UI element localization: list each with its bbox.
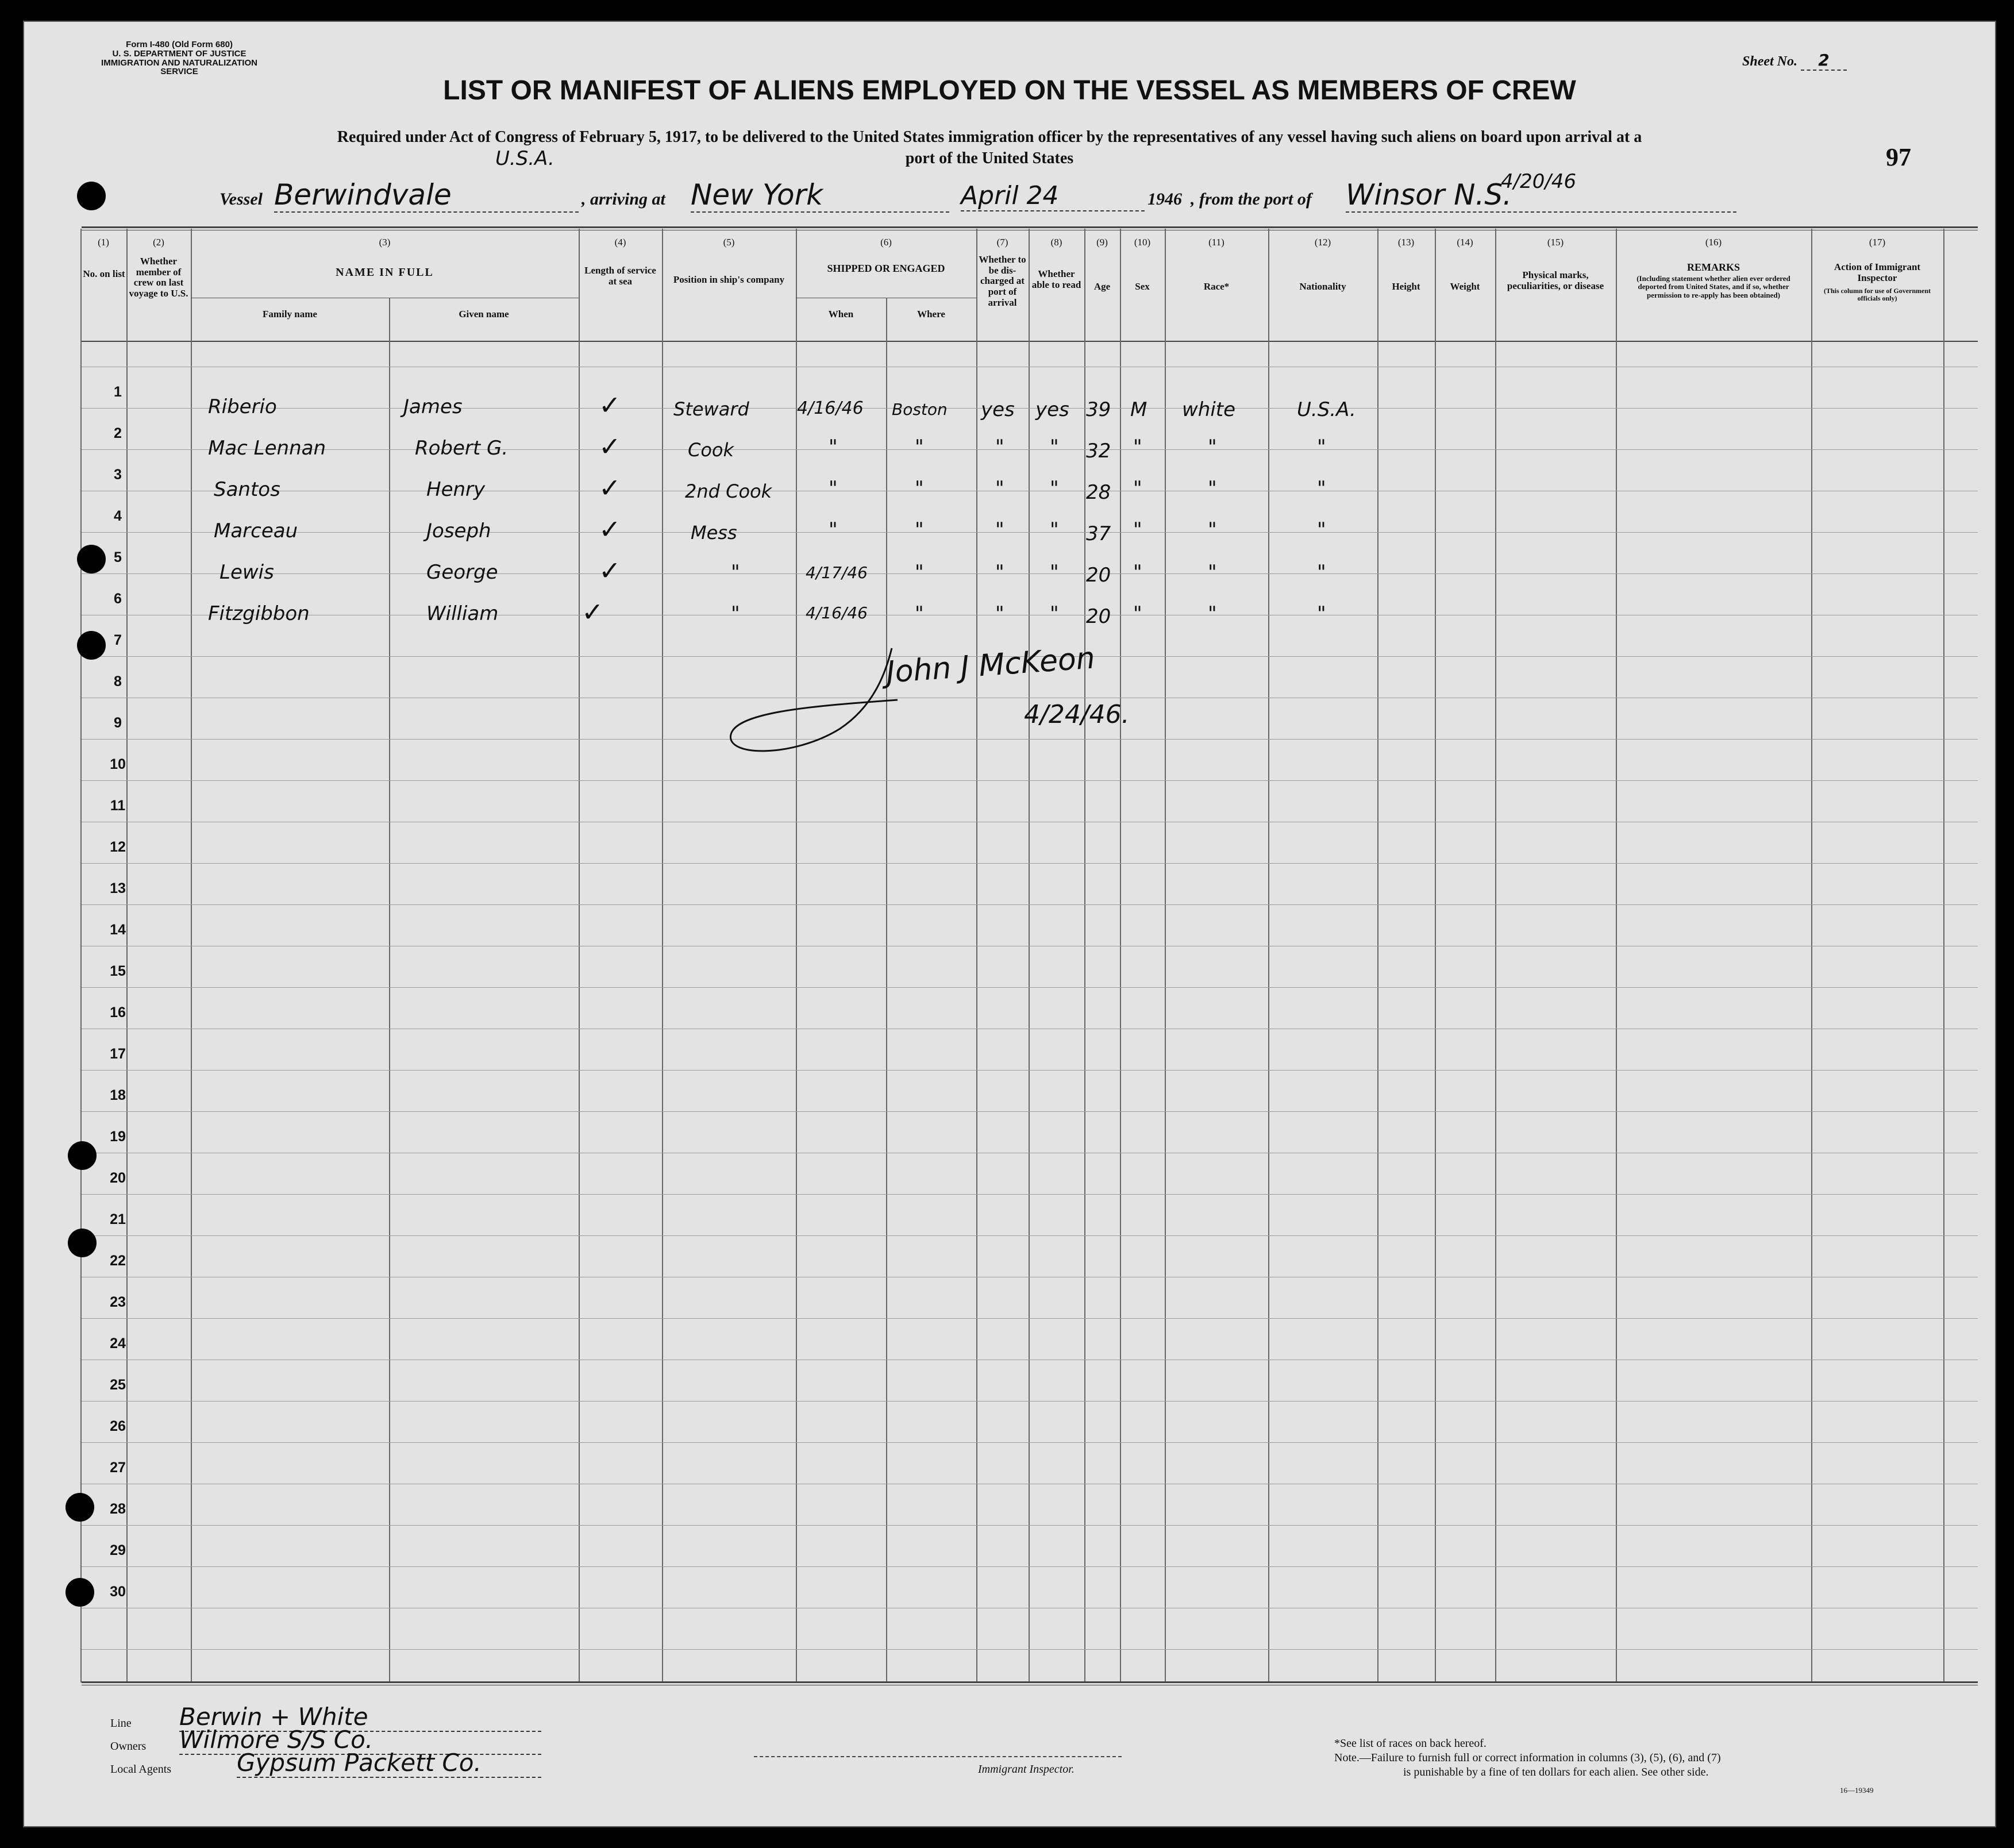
- row-number: 2: [114, 425, 122, 441]
- race-cell: ": [1208, 518, 1217, 541]
- row-rule: [82, 573, 1978, 574]
- sex-cell: ": [1133, 436, 1142, 459]
- discharged-cell: ": [995, 561, 1004, 584]
- row-number: 30: [110, 1584, 126, 1600]
- service-check-cell: ✓: [599, 514, 621, 545]
- header-member-last-voyage: Whether member of crew on last voyage to U.S.: [129, 256, 188, 299]
- header-physical-marks: Physical marks, peculiarities, or disease: [1507, 270, 1604, 291]
- header-age: Age: [1093, 281, 1111, 292]
- arrival-port: New York: [691, 178, 949, 213]
- family-name-cell: Riberio: [208, 395, 277, 418]
- service-check-cell: ✓: [599, 431, 621, 462]
- table-top-rule: [82, 226, 1978, 228]
- header-when: When: [828, 309, 854, 319]
- position-cell: Cook: [688, 439, 734, 461]
- sex-cell: ": [1133, 518, 1142, 541]
- row-rule: [82, 1649, 1978, 1650]
- header-family-name: Family name: [263, 309, 317, 319]
- row-rule: [82, 1401, 1978, 1402]
- row-rule: [82, 1111, 1978, 1112]
- note-text-2: is punishable by a fine of ten dollars for each alien. See other side.: [1403, 1766, 1709, 1778]
- form-code: 16—19349: [1840, 1786, 1874, 1795]
- where-cell: ": [915, 602, 924, 625]
- position-cell: Steward: [673, 398, 749, 420]
- age-cell: 20: [1086, 564, 1111, 587]
- given-name-cell: James: [403, 395, 463, 418]
- punch-hole: [77, 545, 106, 573]
- row-rule: [82, 1566, 1978, 1567]
- col-num-13: (13): [1397, 237, 1415, 248]
- sex-cell: ": [1133, 602, 1142, 625]
- where-cell: ": [915, 518, 924, 541]
- where-cell: ": [915, 477, 924, 500]
- signature-name: John J McKeon: [885, 641, 1096, 690]
- when-cell: 4/17/46: [806, 563, 868, 582]
- read-cell: ": [1050, 561, 1059, 584]
- row-rule: [82, 1235, 1978, 1236]
- row-number: 21: [110, 1211, 126, 1227]
- row-number: 3: [114, 467, 122, 483]
- manifest-sheet: [23, 21, 1996, 1827]
- punch-hole: [77, 182, 106, 210]
- given-name-cell: George: [426, 561, 498, 584]
- row-rule: [82, 987, 1978, 988]
- row-number: 7: [114, 632, 122, 648]
- header-name-in-full: NAME IN FULL: [336, 266, 434, 279]
- header-position: Position in ship's company: [673, 274, 785, 285]
- sex-cell: ": [1133, 477, 1142, 500]
- service-check-cell: ✓: [599, 472, 621, 503]
- punch-hole: [68, 1229, 97, 1257]
- col-num-3: (3): [379, 237, 391, 248]
- when-cell: 4/16/46: [797, 398, 864, 418]
- punch-hole: [68, 1141, 97, 1170]
- departure-port: Winsor N.S.: [1346, 178, 1736, 213]
- agents-value: Gypsum Packett Co.: [237, 1749, 541, 1778]
- given-name-cell: Joseph: [426, 519, 491, 542]
- sex-cell: M: [1130, 398, 1147, 421]
- service-check-cell: ✓: [599, 390, 621, 421]
- row-rule: [82, 1070, 1978, 1071]
- family-name-cell: Marceau: [214, 519, 298, 542]
- arrival-year: 1946: [1147, 190, 1182, 209]
- row-rule: [82, 532, 1978, 533]
- col-num-12: (12): [1314, 237, 1331, 248]
- race-cell: white: [1182, 398, 1236, 421]
- row-rule: [82, 449, 1978, 450]
- age-cell: 32: [1086, 440, 1111, 463]
- discharged-cell: ": [995, 436, 1004, 459]
- read-cell: ": [1050, 477, 1059, 500]
- header-weight: Weight: [1450, 281, 1480, 292]
- read-cell: ": [1050, 436, 1059, 459]
- family-name-cell: Fitzgibbon: [208, 602, 310, 625]
- race-cell: ": [1208, 602, 1217, 625]
- vessel-line: [220, 170, 1800, 213]
- vessel-label: Vessel: [220, 190, 263, 209]
- read-cell: yes: [1035, 398, 1069, 421]
- race-cell: ": [1208, 477, 1217, 500]
- header-discharged: Whether to be dis-charged at port of arrival: [979, 254, 1026, 308]
- row-number: 25: [110, 1377, 126, 1393]
- discharged-cell: ": [995, 518, 1004, 541]
- col-num-8: (8): [1050, 237, 1062, 248]
- given-name-cell: Henry: [426, 478, 486, 501]
- line-label: Line: [110, 1717, 132, 1730]
- row-rule: [82, 408, 1978, 409]
- discharged-cell: yes: [981, 398, 1015, 421]
- page-number: 97: [1886, 143, 1911, 171]
- race-cell: ": [1208, 561, 1217, 584]
- position-cell: ": [731, 602, 740, 625]
- header-bottom-rule: [82, 341, 1978, 342]
- vessel-name: Berwindvale: [274, 178, 579, 213]
- note-races: *See list of races on back hereof.: [1334, 1737, 1487, 1750]
- nationality-cell: ": [1317, 518, 1326, 541]
- department-name: U. S. DEPARTMENT OF JUSTICE: [112, 48, 247, 59]
- signature-date: 4/24/46.: [1024, 700, 1130, 729]
- row-number: 10: [110, 756, 126, 772]
- subtitle-line-2: port of the United States: [905, 149, 1074, 167]
- row-number: 24: [110, 1335, 126, 1352]
- row-number: 28: [110, 1501, 126, 1517]
- agents-label: Local Agents: [110, 1763, 172, 1776]
- age-cell: 37: [1086, 522, 1111, 545]
- row-number: 6: [114, 591, 122, 607]
- punch-hole: [77, 631, 106, 660]
- where-cell: Boston: [892, 400, 948, 419]
- row-number: 12: [110, 839, 126, 855]
- inspector-label: Immigrant Inspector.: [978, 1763, 1075, 1776]
- note-text-1: Note.—Failure to furnish full or correct information in columns (3), (5), (6), and (7): [1334, 1751, 1721, 1764]
- when-cell: ": [829, 518, 838, 541]
- discharged-cell: ": [995, 477, 1004, 500]
- nationality-cell: U.S.A.: [1297, 398, 1356, 421]
- row-number: 1: [114, 384, 122, 400]
- arrival-date: April 24: [961, 181, 1145, 211]
- read-cell: ": [1050, 602, 1059, 625]
- when-cell: ": [829, 436, 838, 459]
- subtitle-handwritten: U.S.A.: [495, 147, 554, 170]
- when-cell: 4/16/46: [806, 603, 868, 622]
- row-number: 5: [114, 549, 122, 565]
- when-cell: ": [829, 477, 838, 500]
- discharged-cell: ": [995, 602, 1004, 625]
- owners-label: Owners: [110, 1740, 147, 1753]
- punch-hole: [66, 1578, 94, 1607]
- sheet-number-label: Sheet No.: [1742, 54, 1797, 69]
- row-number: 4: [114, 508, 122, 524]
- where-cell: ": [915, 436, 924, 459]
- row-number: 9: [114, 715, 122, 731]
- row-number: 17: [110, 1046, 126, 1062]
- col-num-4: (4): [614, 237, 626, 248]
- given-name-cell: Robert G.: [415, 437, 509, 460]
- form-header-block: [93, 40, 265, 76]
- age-cell: 20: [1086, 605, 1111, 628]
- header-height: Height: [1392, 281, 1420, 292]
- row-number: 13: [110, 880, 126, 896]
- row-number: 19: [110, 1129, 126, 1145]
- header-where: Where: [917, 309, 945, 319]
- col-num-2: (2): [153, 237, 164, 248]
- sheet-number-value: 2: [1801, 51, 1847, 71]
- row-number: 15: [110, 963, 126, 979]
- position-cell: Mess: [691, 522, 737, 544]
- header-inspector-note: (This column for use of Government officials only): [1823, 287, 1931, 303]
- position-cell: 2nd Cook: [685, 480, 772, 502]
- age-cell: 39: [1086, 398, 1111, 421]
- owners-value: Wilmore S/S Co.: [179, 1726, 541, 1755]
- header-remarks: REMARKS: [1686, 261, 1740, 273]
- col-num-11: (11): [1208, 237, 1224, 248]
- age-cell: 28: [1086, 481, 1111, 504]
- header-remarks-note: (Including statement whether alien ever ordered deported from United States, and if so, whether permission to re-apply has been obtained): [1636, 274, 1790, 299]
- read-cell: ": [1050, 518, 1059, 541]
- inspector-signature-line: [754, 1756, 1122, 1757]
- row-rule: [82, 904, 1978, 905]
- row-number: 26: [110, 1418, 126, 1434]
- header-inspector-action: Action of Immigrant Inspector: [1834, 261, 1921, 283]
- nationality-cell: ": [1317, 561, 1326, 584]
- col-num-5: (5): [723, 237, 735, 248]
- nationality-cell: ": [1317, 436, 1326, 459]
- row-rule: [82, 1442, 1978, 1443]
- header-nationality: Nationality: [1299, 281, 1346, 292]
- header-sex: Sex: [1135, 281, 1150, 292]
- col-num-17: (17): [1869, 237, 1886, 248]
- line-value: Berwin + White: [179, 1703, 541, 1732]
- col-num-15: (15): [1547, 237, 1564, 248]
- row-number: 27: [110, 1460, 126, 1476]
- row-number: 20: [110, 1170, 126, 1186]
- table-bottom-rule: [82, 1681, 1978, 1683]
- col-num-14: (14): [1457, 237, 1473, 248]
- family-name-cell: Mac Lennan: [208, 437, 326, 460]
- form-number: Form I-480 (Old Form 680): [126, 40, 233, 49]
- row-number: 16: [110, 1004, 126, 1021]
- nationality-cell: ": [1317, 602, 1326, 625]
- sheet-number-field: [1742, 51, 1847, 71]
- service-check-cell: ✓: [582, 596, 604, 627]
- col-num-10: (10): [1134, 237, 1151, 248]
- punch-hole: [66, 1493, 94, 1522]
- row-number: 18: [110, 1087, 126, 1103]
- header-able-to-read: Whether able to read: [1031, 268, 1081, 290]
- row-number: 8: [114, 673, 122, 690]
- position-cell: ": [731, 561, 740, 584]
- col-num-16: (16): [1705, 237, 1722, 248]
- header-no-on-list: No. on list: [83, 268, 125, 279]
- family-name-cell: Santos: [214, 478, 280, 501]
- row-rule: [82, 1318, 1978, 1319]
- header-race: Race*: [1203, 281, 1230, 292]
- row-number: 23: [110, 1294, 126, 1310]
- row-rule: [82, 1525, 1978, 1526]
- service-check-cell: ✓: [599, 555, 621, 586]
- header-given-name: Given name: [459, 309, 509, 319]
- service-name: IMMIGRATION AND NATURALIZATION SERVICE: [101, 57, 257, 77]
- race-cell: ": [1208, 436, 1217, 459]
- from-label: , from the port of: [1191, 190, 1312, 209]
- col-num-7: (7): [996, 237, 1008, 248]
- arriving-label: , arriving at: [582, 190, 665, 209]
- col-num-9: (9): [1096, 237, 1108, 248]
- departure-date: 4/20/46: [1501, 170, 1577, 193]
- where-cell: ": [915, 561, 924, 584]
- given-name-cell: William: [426, 602, 499, 625]
- sex-cell: ": [1133, 561, 1142, 584]
- row-rule: [82, 780, 1978, 781]
- family-name-cell: Lewis: [220, 561, 274, 584]
- header-shipped-engaged: SHIPPED OR ENGAGED: [827, 263, 945, 274]
- col-num-6: (6): [880, 237, 892, 248]
- row-number: 14: [110, 922, 126, 938]
- row-number: 22: [110, 1253, 126, 1269]
- row-number: 29: [110, 1542, 126, 1558]
- row-number: 11: [110, 798, 126, 814]
- row-rule: [82, 1194, 1978, 1195]
- col-num-1: (1): [98, 237, 109, 248]
- row-rule: [82, 863, 1978, 864]
- nationality-cell: ": [1317, 477, 1326, 500]
- page-title: LIST OR MANIFEST OF ALIENS EMPLOYED ON THE VESSEL AS MEMBERS OF CREW: [443, 75, 1576, 106]
- subtitle-line-1: Required under Act of Congress of February 5, 1917, to be delivered to the United States immigration officer by the representatives of any vessel having such aliens on board upon arrival at a: [337, 128, 1642, 146]
- header-length-of-service: Length of service at sea: [584, 265, 656, 287]
